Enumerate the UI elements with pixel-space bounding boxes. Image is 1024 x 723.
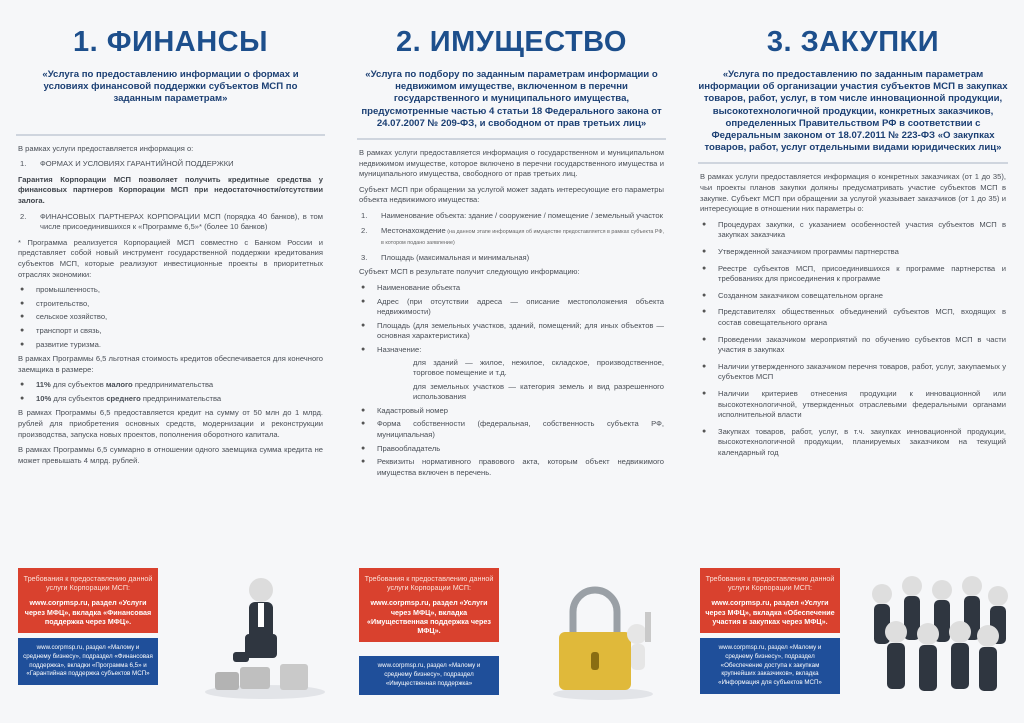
coins-figure-illustration <box>195 572 330 702</box>
finance-body <box>18 144 323 467</box>
finance-info-panel <box>18 568 158 685</box>
param-text: Наименование объекта: здание / сооружение / помещение / земельный участок <box>381 210 663 220</box>
guarantee-text: Гарантия Корпорации МСП позволяет получить кредитные средства у финансовых партнеров Корпорации МСП при недостаточности/отсутствии залога. <box>18 174 323 205</box>
param-item <box>359 211 664 222</box>
item-number: 2. <box>20 211 27 221</box>
results-list <box>359 283 664 479</box>
requirements-box <box>700 568 840 633</box>
purpose-buildings: для зданий — жилое, нежилое, складское, производственное, торговое помещение и т.д. <box>413 357 664 378</box>
column-property <box>341 0 682 723</box>
result-item: ● Назначение: для зданий — жилое, нежилое, складское, производственное, торговое помещение и т.д. для земельных участков — категория земель и вид разрешенного использования <box>359 345 664 403</box>
requirements-heading: Требования к предоставлению данной услуги Корпорации МСП: <box>364 574 494 593</box>
result-item: ● Наименование объекта <box>359 283 664 294</box>
rate-value: 11% <box>36 380 51 390</box>
finance-title: 1. ФИНАНСЫ <box>72 26 268 58</box>
property-body <box>359 148 664 478</box>
item-text: ФИНАНСОВЫХ ПАРТНЕРАХ КОРПОРАЦИИ МСП (порядка 40 банков), в том числе присоединившихся к «Программе 6,5»* (более 10 банков) <box>40 211 323 232</box>
requirements-box <box>18 568 158 633</box>
property-subtitle: «Услуга по подбору по заданным параметрам информации о недвижимом имуществе, включенном в перечни государственного и муниципального имущества, предусмотренные частью 4 статьи 18 Федерального закона от 24.07.2007 № 209-ФЗ, и свободном от прав третьих лиц» <box>361 69 662 129</box>
program-text: * Программа реализуется Корпорацией МСП совместно с Банком России и представляет собой новый инструмент государственной поддержки кредитования субъектов МСП, которые реализуют инвестиционные проекты в приоритетных отраслях экономики: <box>18 237 323 279</box>
credit-text: В рамках Программы 6,5 предоставляется кредит на сумму от 50 млн до 1 млрд. рублей для приобретения основных средств, модернизации и реконструкции производства, запуска новых проектов, пополнения оборотного капитала. <box>18 408 323 439</box>
procurement-item: ● Созданном заказчиком совещательном органе <box>700 291 1006 302</box>
result-item: ● Площадь (для земельных участков, зданий, помещений; для иных объектов — основная характеристика) <box>359 321 664 342</box>
procurement-item: ● Утвержденной заказчиком программы партнерства <box>700 247 1006 258</box>
industry-item: ● сельское хозяйство, <box>18 312 323 323</box>
requirements-box <box>359 568 499 642</box>
site-link-box[interactable]: www.corpmsp.ru, раздел «Малому и среднему бизнесу», подраздел «Финансовая поддержка», вкладки «Программа 6,5» и «Гарантийная поддержка субъектов МСП» <box>18 638 158 685</box>
industry-item: ● развитие туризма. <box>18 340 323 351</box>
param-text: Местонахождение <box>381 225 446 235</box>
industries-list <box>18 285 323 350</box>
requirements-heading: Требования к предоставлению данной услуги Корпорации МСП: <box>23 574 153 593</box>
rates-list <box>18 380 323 404</box>
rate-intro: В рамках Программы 6,5 льготная стоимость кредитов обеспечивается для конечного заемщика в размере: <box>18 354 323 374</box>
params-intro: Субъект МСП при обращении за услугой может задать интересующие его параметры объекта недвижимого имущества: <box>359 184 664 205</box>
rate-size: среднего <box>106 393 141 403</box>
divider <box>357 138 666 140</box>
procurement-item: ● Процедурах закупки, с указанием особенностей участия субъектов МСП в закупках заказчика <box>700 220 1006 241</box>
param-item <box>359 253 664 264</box>
param-item <box>359 226 664 249</box>
param-number: 3. <box>361 252 368 262</box>
purpose-land: для земельных участков — категория земель и вид разрешенного использования <box>413 381 664 402</box>
param-note: (на данном этапе информация об имуществе предоставляется в рамках субъекта РФ, в котором подано заявление) <box>381 228 664 247</box>
industry-item: ● строительство, <box>18 299 323 310</box>
rate-item <box>18 380 323 391</box>
column-procurement <box>682 0 1024 723</box>
procurement-item: ● Представителях общественных объединений субъектов МСП, входящих в состав совещательного органа <box>700 307 1006 328</box>
result-intro: Субъект МСП в результате получит следующую информацию: <box>359 267 580 277</box>
rate-text: предпринимательства <box>140 393 222 403</box>
group-figures-illustration <box>862 572 1012 702</box>
property-info-panel <box>359 568 499 695</box>
param-number: 1. <box>361 210 368 220</box>
requirements-link[interactable]: www.corpmsp.ru, раздел «Услуги через МФЦ», вкладка «Имущественная поддержка через МФЦ». <box>367 598 491 636</box>
site-link-box[interactable]: www.corpmsp.ru, раздел «Малому и среднему бизнесу», подраздел «Имущественная поддержка» <box>359 656 499 694</box>
procurement-intro: В рамках услуги предоставляется информация о конкретных заказчиках (от 1 до 35), чьи проекты планов закупки должны предусматривать участие субъектов МСП в закупке. Субъект МСП при обращении за услугой указывает заказчиков (от 1 до 35) и интересующие в отношении них параметры о: <box>700 172 1006 214</box>
padlock-figure-illustration <box>533 572 668 702</box>
rate-item <box>18 394 323 405</box>
procurement-item: ● Реестре субъектов МСП, присоединившихся к программе партнерства и требованиях для присоединения к программе <box>700 264 1006 285</box>
divider <box>698 162 1008 164</box>
procurement-item: ● Наличии утвержденного заказчиком перечня товаров, работ, услуг, закупаемых у субъектов МСП <box>700 362 1006 383</box>
result-item: ● Адрес (при отсутствии адреса — описание местоположения объекта недвижимости) <box>359 297 664 318</box>
param-text: Площадь (максимальная и минимальная) <box>381 252 530 262</box>
finance-item-1 <box>18 159 323 170</box>
rate-text: для субъектов <box>50 380 106 390</box>
procurement-body <box>700 172 1006 458</box>
requirements-heading: Требования к предоставлению данной услуги Корпорации МСП: <box>705 574 835 593</box>
rate-text: предпринимательства <box>132 380 214 390</box>
result-item: ● Правообладатель <box>359 444 664 455</box>
industry-item: ● транспорт и связь, <box>18 326 323 337</box>
finance-item-2 <box>18 212 323 233</box>
requirements-link[interactable]: www.corpmsp.ru, раздел «Услуги через МФЦ», вкладка «Финансовая поддержка через МФЦ». <box>24 598 152 626</box>
result-item: ● Реквизиты нормативного правового акта, которым объект недвижимого имущества включен в перечень. <box>359 457 664 478</box>
property-title: 2. ИМУЩЕСТВО <box>396 26 627 58</box>
rate-text: для субъектов <box>51 393 107 403</box>
procurement-subtitle: «Услуга по предоставлению по заданным параметрам информации об организации участия субъектов МСП в закупках товаров, работ, услуг, в том числе инновационной продукции, высокотехнологичной продукции, конкретных заказчиков, определенных Правительством РФ в соответствии с Федеральным законом от 18.07.2011 № 223-ФЗ «О закупках товаров, работ, услуг отдельными видами юридических лиц» <box>698 69 1008 154</box>
divider <box>16 134 325 136</box>
procurement-item: ● Наличии критериев отнесения продукции к инновационной или высокотехнологичной, утвержденных отраслевыми федеральными органами исполнительной власти <box>700 389 1006 421</box>
property-intro: В рамках услуги предоставляется информация о государственном и муниципальном недвижимом имуществе, которое включено в перечни государственного имущества и муниципального имущества, свободного от прав третьих лиц. <box>359 148 664 179</box>
finance-intro: В рамках услуги предоставляется информация о: <box>18 143 194 153</box>
params-list <box>359 211 664 263</box>
procurement-item: ● Проведении заказчиком мероприятий по обучению субъектов МСП в части участия в закупках <box>700 335 1006 356</box>
column-finance <box>0 0 341 723</box>
site-link-box[interactable]: www.corpmsp.ru, раздел «Малому и среднему бизнесу», подраздел «Обеспечение доступа к закупкам крупнейших заказчиков», вкладка «Информация для субъектов МСП» <box>700 638 840 694</box>
item-number: 1. <box>20 159 27 169</box>
result-item: ● Кадастровый номер <box>359 406 664 417</box>
rate-value: 10% <box>36 393 52 403</box>
item-text: ФОРМАХ И УСЛОВИЯХ ГАРАНТИЙНОЙ ПОДДЕРЖКИ <box>40 159 234 169</box>
procurement-info-panel <box>700 568 840 694</box>
procurement-title: 3. ЗАКУПКИ <box>766 26 940 58</box>
limit-text: В рамках Программы 6,5 суммарно в отношении одного заемщика сумма кредита не может превышать 4 млрд. рублей. <box>18 445 323 465</box>
rate-size: малого <box>105 380 133 390</box>
procurement-list <box>700 220 1006 459</box>
procurement-item: ● Закупках товаров, работ, услуг, в т.ч. закупках инновационной продукции, высокотехнологичной продукции, планируемых заказчиком на текущий календарный год <box>700 427 1006 459</box>
finance-subtitle: «Услуга по предоставлению информации о формах и условиях финансовой поддержки субъектов МСП по заданным параметрам» <box>42 69 299 105</box>
param-number: 2. <box>361 225 368 235</box>
requirements-link[interactable]: www.corpmsp.ru, раздел «Услуги через МФЦ», вкладка «Обеспечение участия в закупках через МФЦ». <box>705 598 835 626</box>
industry-item: ● промышленность, <box>18 285 323 296</box>
result-item: ● Форма собственности (федеральная, собственность субъекта РФ, муниципальная) <box>359 419 664 440</box>
